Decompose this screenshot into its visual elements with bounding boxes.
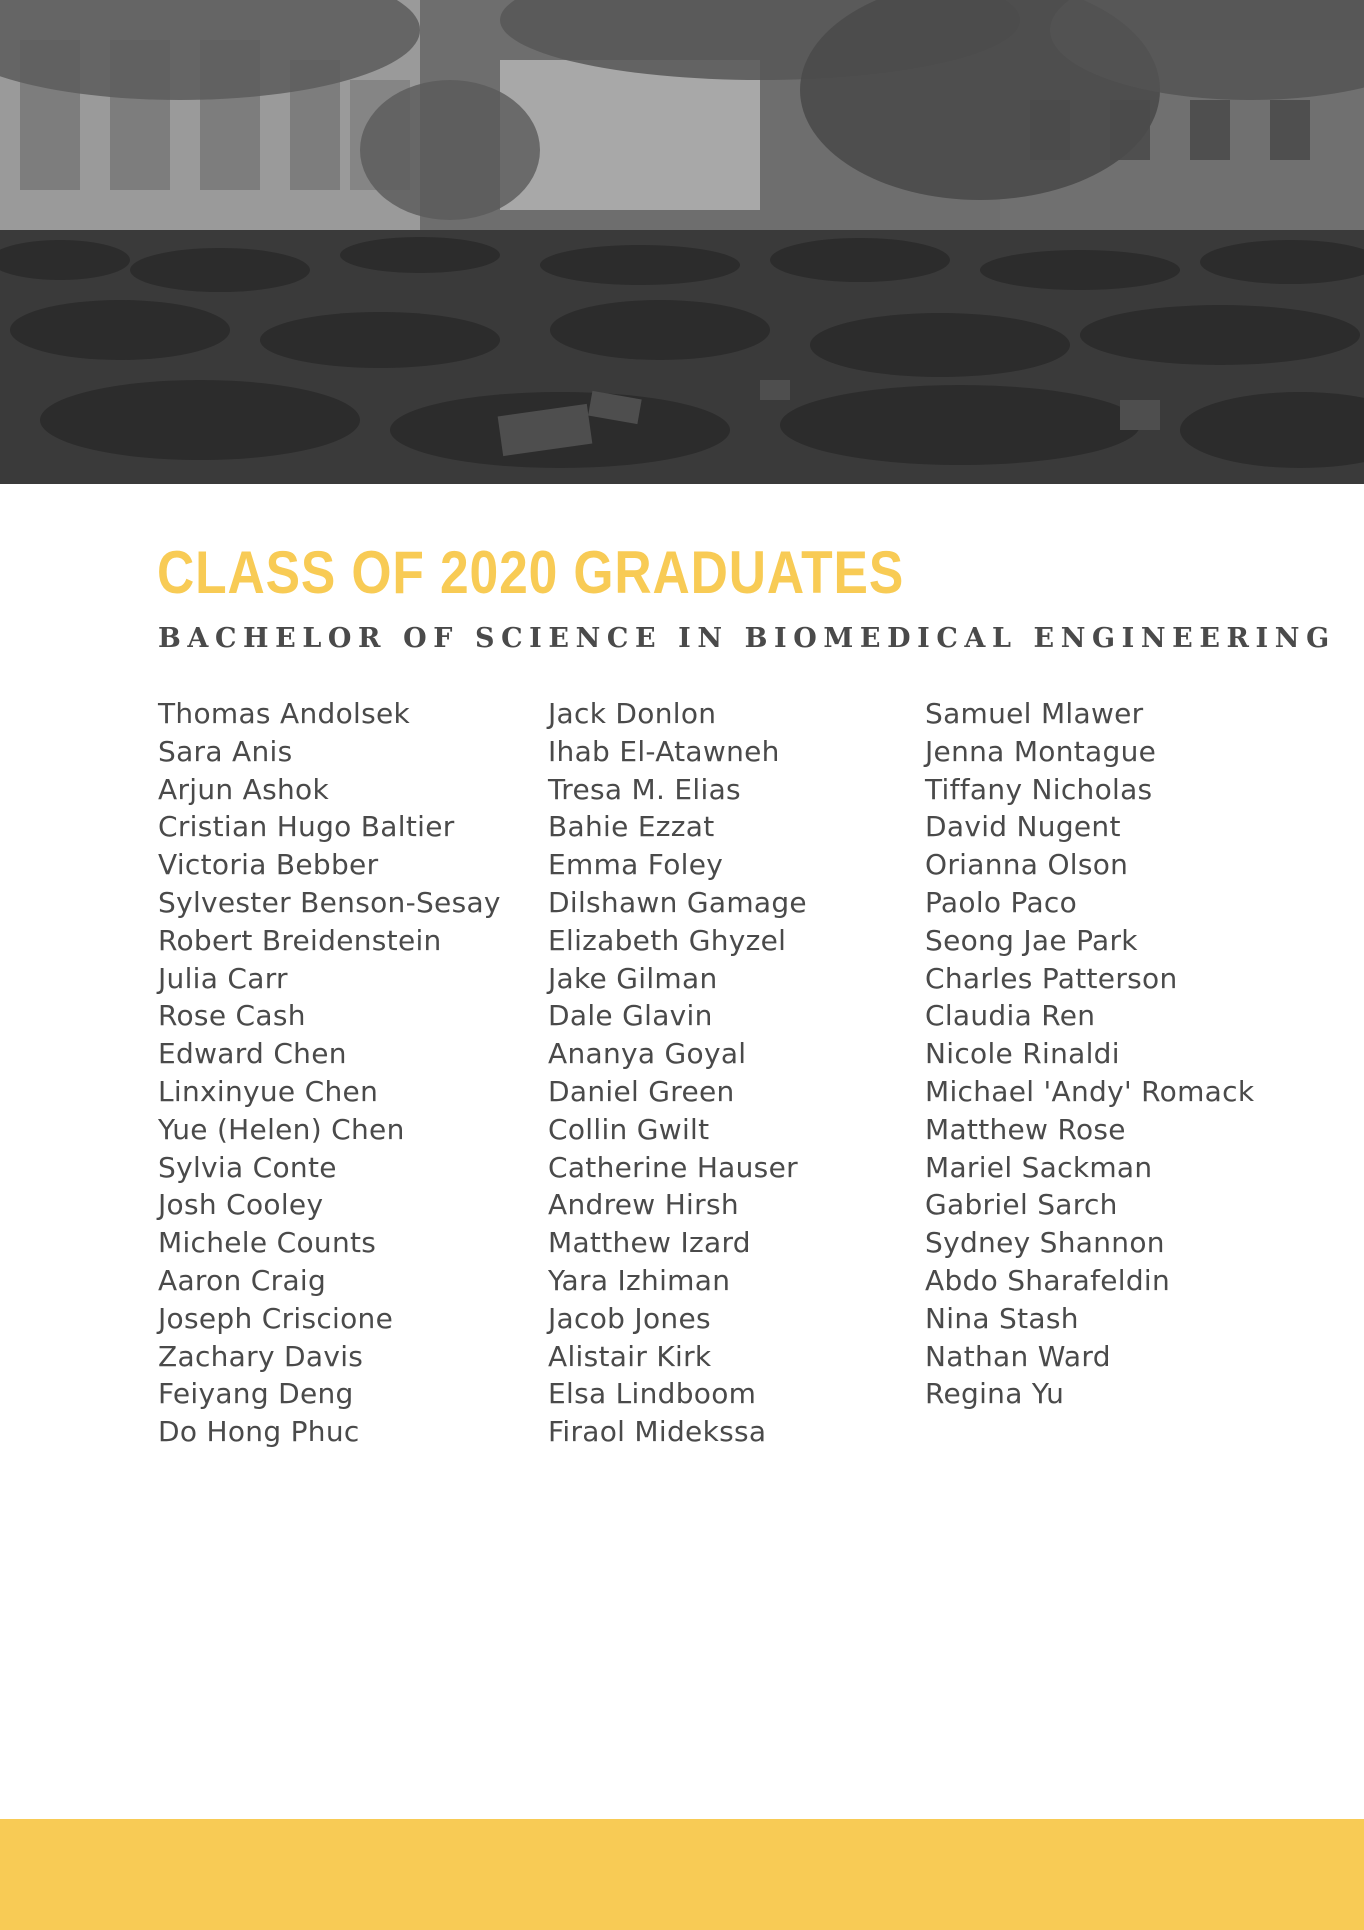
- graduate-name: Julia Carr: [158, 961, 288, 995]
- page-title: CLASS OF 2020 GRADUATES: [157, 539, 905, 606]
- graduate-name: Jenna Montague: [925, 734, 1157, 768]
- graduate-name: Elsa Lindboom: [548, 1377, 757, 1411]
- graduate-name: Gabriel Sarch: [925, 1188, 1118, 1222]
- graduate-name: Samuel Mlawer: [925, 697, 1144, 730]
- graduate-name: Elizabeth Ghyzel: [548, 923, 787, 957]
- graduate-name: Sylvia Conte: [158, 1150, 337, 1184]
- graduate-name: Matthew Rose: [925, 1112, 1126, 1146]
- graduate-name: Michael 'Andy' Romack: [925, 1074, 1255, 1108]
- graduate-name: Victoria Bebber: [158, 848, 379, 882]
- graduate-name: Mariel Sackman: [925, 1150, 1153, 1184]
- graduate-name: Tiffany Nicholas: [925, 772, 1153, 806]
- graduates-column-3: [925, 695, 1254, 1413]
- graduates-column-2: [548, 695, 807, 1451]
- graduate-name: Firaol Midekssa: [548, 1415, 767, 1449]
- graduate-name: Edward Chen: [158, 1037, 347, 1071]
- graduate-name: Paolo Paco: [925, 885, 1078, 919]
- graduate-name: Aaron Craig: [158, 1263, 327, 1297]
- graduate-name: Charles Patterson: [925, 961, 1178, 995]
- graduate-name: Dilshawn Gamage: [548, 885, 807, 919]
- graduate-name: Robert Breidenstein: [158, 923, 442, 957]
- graduate-name: Zachary Davis: [158, 1339, 364, 1373]
- graduate-name: Sylvester Benson-Sesay: [158, 885, 501, 919]
- graduate-name: Yara Izhiman: [548, 1263, 731, 1297]
- graduate-name: Jacob Jones: [548, 1301, 711, 1335]
- graduate-name: Alistair Kirk: [548, 1339, 712, 1373]
- graduate-name: Do Hong Phuc: [158, 1415, 360, 1449]
- graduate-name: Thomas Andolsek: [158, 697, 411, 730]
- graduates-column-1: [158, 695, 501, 1451]
- graduate-name: Catherine Hauser: [548, 1150, 798, 1184]
- graduate-name: Claudia Ren: [925, 999, 1096, 1033]
- graduate-name: Bahie Ezzat: [548, 810, 715, 844]
- graduate-name: Regina Yu: [925, 1377, 1065, 1411]
- graduate-name: David Nugent: [925, 810, 1121, 844]
- graduate-name: Linxinyue Chen: [158, 1074, 379, 1108]
- graduate-name: Rose Cash: [158, 999, 306, 1033]
- graduate-name: Daniel Green: [548, 1074, 735, 1108]
- graduate-name: Arjun Ashok: [158, 772, 329, 806]
- graduate-name: Sydney Shannon: [925, 1226, 1165, 1260]
- graduate-name: Yue (Helen) Chen: [158, 1112, 405, 1146]
- graduate-name: Michele Counts: [158, 1226, 377, 1260]
- graduate-name: Tresa M. Elias: [548, 772, 741, 806]
- hero-graduation-photo: [0, 0, 1364, 484]
- degree-subtitle: BACHELOR OF SCIENCE IN BIOMEDICAL ENGINEERING: [158, 623, 1336, 654]
- graduate-name: Nina Stash: [925, 1301, 1079, 1335]
- graduate-name: Feiyang Deng: [158, 1377, 354, 1411]
- graduate-name: Ihab El-Atawneh: [548, 734, 780, 768]
- graduate-name: Jake Gilman: [548, 961, 718, 995]
- graduate-name: Andrew Hirsh: [548, 1188, 739, 1222]
- graduate-name: Sara Anis: [158, 734, 293, 768]
- graduate-name: Ananya Goyal: [548, 1037, 747, 1071]
- graduate-name: Emma Foley: [548, 848, 724, 882]
- graduate-name: Collin Gwilt: [548, 1112, 710, 1146]
- graduate-name: Nicole Rinaldi: [925, 1037, 1120, 1071]
- graduate-name: Orianna Olson: [925, 848, 1129, 882]
- graduate-name: Cristian Hugo Baltier: [158, 810, 455, 844]
- footer-accent-band: [0, 1819, 1364, 1930]
- graduate-name: Jack Donlon: [548, 697, 717, 730]
- graduate-name: Seong Jae Park: [925, 923, 1138, 957]
- graduate-name: Joseph Criscione: [158, 1301, 394, 1335]
- graduate-name: Dale Glavin: [548, 999, 713, 1033]
- graduate-name: Nathan Ward: [925, 1339, 1111, 1373]
- graduate-name: Josh Cooley: [158, 1188, 324, 1222]
- graduate-name: Abdo Sharafeldin: [925, 1263, 1171, 1297]
- graduate-name: Matthew Izard: [548, 1226, 751, 1260]
